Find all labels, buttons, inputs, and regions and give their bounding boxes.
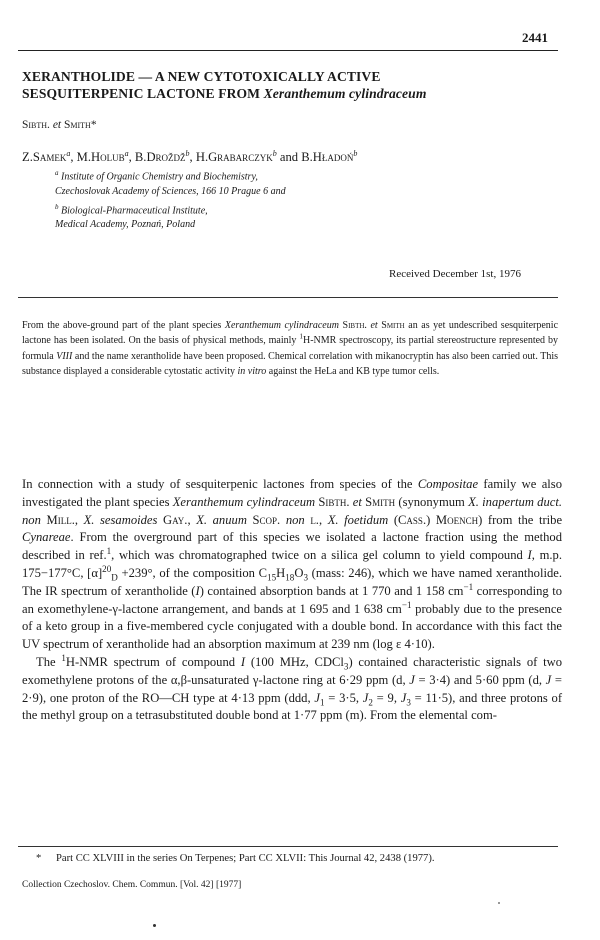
abstract <box>22 318 558 380</box>
text-segment: and the name xerantholide have been proposed. Chemical correlation with mikanocryptin has also been carried out. This substance displayed a considerable cytostatic activity <box>22 350 558 378</box>
affiliation-b-line-2: Medical Academy, Poznań, Poland <box>55 219 196 231</box>
title-species: Xeranthemum cylindraceum <box>263 86 427 101</box>
text-segment: , <box>187 512 197 527</box>
author-name: M.Holub <box>76 150 125 165</box>
footnote-mark: * <box>36 853 42 864</box>
text-segment: I <box>195 583 200 598</box>
text-segment: Cass. <box>398 512 427 527</box>
article-body <box>22 476 562 725</box>
text-segment: . From the overground part of this species we isolated a lactone fraction using the method described in ref. <box>22 530 562 563</box>
page-number: 2441 <box>522 30 548 45</box>
text-segment: = 11·5), and three protons of the methyl group on a tetrasubstituted double bond at 1·77 ppm (m). From the elemental com- <box>22 690 563 723</box>
text-segment: = 3·4) and 5·60 ppm (d, <box>414 672 546 687</box>
title-line-2 <box>22 85 562 102</box>
text-segment: family we also investigated the plant species <box>22 477 562 509</box>
text-segment: Sibth. <box>342 320 367 331</box>
author-affiliation-mark: b <box>353 149 358 158</box>
text-segment: H-NMR spectroscopy, its partial stereostructure represented by formula <box>22 335 558 362</box>
footnote-text: Part CC XLVIII in the series On Terpenes; Part CC XLVII: This Journal 42, 2438 (1977). <box>56 853 435 864</box>
text-segment: Xeranthemum cylindraceum <box>224 320 339 331</box>
text-segment: et <box>352 494 362 509</box>
text-segment: I <box>527 548 532 563</box>
text-segment: In connection with a study of sesquiterpenic lactones from species of the <box>22 477 418 491</box>
text-segment: , which was chromatographed twice on a silica gel column to yield compound <box>111 548 528 563</box>
text-segment: , <box>74 512 84 527</box>
text-segment: 3 <box>343 661 349 672</box>
header-rule <box>18 50 558 51</box>
text-segment: Moench <box>435 512 479 527</box>
text-segment: = 9, <box>372 690 401 705</box>
text-segment: X. inapertum duct. non <box>22 494 562 527</box>
affiliation-a-line-2: Czechoslovak Academy of Sciences, 166 10 Prague 6 and <box>55 185 286 197</box>
text-segment: ) contained absorption bands at 1 770 and 1 158 cm <box>199 583 464 598</box>
text-segment: ) from the tribe <box>478 512 563 527</box>
text-segment: 18 <box>285 572 295 583</box>
author-name: Z.Samek <box>22 150 67 165</box>
text-segment: 20 <box>102 563 112 574</box>
text-segment: −1 <box>401 599 412 610</box>
text-segment: 3 <box>406 697 411 708</box>
text-segment: O <box>294 565 304 580</box>
text-segment: H-NMR spectrum of compound <box>65 654 241 669</box>
text-segment: = 3·5, <box>324 690 363 705</box>
text-segment: in vitro <box>237 366 267 378</box>
text-segment: 15 <box>267 572 277 583</box>
affiliation-text: Institute of Organic Chemistry and Biochemistry, <box>61 171 258 183</box>
affiliation-a-line-1 <box>55 166 286 185</box>
authority-sibth: Sibth. <box>22 119 50 131</box>
authors-and: and <box>279 150 299 165</box>
text-segment: 1 <box>106 546 112 556</box>
text-segment: J <box>314 690 320 705</box>
text-segment: Sibth. <box>318 494 350 509</box>
text-segment: Cynareae <box>22 530 71 545</box>
text-segment: H <box>276 565 286 580</box>
author-affiliation-mark: a <box>66 149 71 158</box>
author-list: Z.Samek$^a$, M.Holub$^a$, B.Droždž$^b$, H.Grabarczyk$^b$ and B.Hładoń$^b$ <box>22 149 358 165</box>
text-segment: J <box>400 690 407 705</box>
received-date: Received December 1st, 1976 <box>389 268 521 280</box>
text-segment: Mill. <box>46 512 75 527</box>
taxon-authority <box>22 119 97 131</box>
author-affiliation-mark: b <box>272 149 277 158</box>
text-segment: , <box>318 512 328 527</box>
text-segment: an as yet undescribed sesquiterpenic lactone has been isolated. On the basis of physical methods, mainly <box>22 320 559 347</box>
text-segment: 1 <box>61 652 66 663</box>
author-name: B.Hładoń <box>301 150 354 165</box>
article-title <box>22 68 562 102</box>
text-segment: (synonymum <box>395 494 469 509</box>
text-segment: X. anuum <box>196 512 247 527</box>
text-segment: Scop. <box>252 512 281 527</box>
text-segment: 2 <box>368 697 373 708</box>
affiliations <box>55 166 286 233</box>
text-segment: J <box>545 672 552 687</box>
text-segment: Compositae <box>417 477 479 491</box>
journal-citation: Collection Czechoslov. Chem. Commun. [Vol. 42] [1977] <box>22 880 242 890</box>
text-segment: ) contained characteristic signals of two exomethylene protons of the α,β-unsaturated γ-lactone ring at 6·29 ppm (d, <box>22 654 562 687</box>
author-name: B.Droždž <box>134 150 186 165</box>
text-segment: ( <box>388 512 399 527</box>
text-segment: non <box>285 512 305 527</box>
author-affiliation-mark: a <box>124 149 129 158</box>
text-segment: , m.p. 175−177°C, [α] <box>22 548 562 580</box>
title-line-1: XERANTHOLIDE — A NEW CYTOTOXICALLY ACTIVE <box>22 69 381 84</box>
text-segment: l. <box>310 512 319 527</box>
text-segment: corresponding to an exomethylene-γ-lactone arrangement, and bands at 1 695 and 1 638 cm <box>22 583 562 616</box>
text-segment: J <box>362 690 369 705</box>
text-segment: From the above-ground part of the plant species <box>22 320 225 331</box>
text-segment: = 2·9), one proton of the RO—CH type at 4·13 ppm (ddd, <box>22 672 563 705</box>
footnote <box>36 853 435 864</box>
body-paragraph <box>22 654 562 725</box>
text-segment: I <box>240 654 246 669</box>
affiliation-mark: b <box>55 202 59 211</box>
authority-et: et <box>52 119 62 131</box>
text-segment: X. sesamoides <box>83 512 158 527</box>
text-segment: Smith <box>365 494 396 509</box>
affiliation-text: Biological-Pharmaceutical Institute, <box>61 204 208 216</box>
text-segment: 1 <box>319 697 325 708</box>
affiliation-mark: a <box>55 169 59 177</box>
text-segment: The <box>36 654 62 669</box>
author-name: H.Grabarczyk <box>195 150 273 165</box>
text-segment: against the HeLa and KB type tumor cells. <box>266 366 440 378</box>
print-speck <box>153 924 156 927</box>
text-segment: 1 <box>299 333 303 342</box>
print-speck <box>498 902 500 904</box>
text-segment: et <box>370 320 378 331</box>
text-segment: +239°, of the composition C <box>117 565 268 580</box>
text-segment: VIII <box>56 350 73 362</box>
authority-smith: Smith <box>64 119 91 131</box>
authority-footnote-mark: * <box>90 119 97 131</box>
text-segment: Xeranthemum cylindraceum <box>172 494 316 509</box>
author-affiliation-mark: b <box>185 149 190 158</box>
footnote-rule <box>18 846 558 847</box>
text-segment: Smith <box>381 320 405 331</box>
text-segment: (100 MHz, CDCl <box>245 654 344 669</box>
text-segment: 3 <box>303 572 308 583</box>
text-segment: J <box>409 672 415 687</box>
text-segment: −1 <box>463 581 474 592</box>
text-segment: X. foetidum <box>327 512 389 527</box>
text-segment: D <box>111 572 118 583</box>
text-segment: ) <box>426 512 436 527</box>
text-segment: Gay. <box>163 512 188 527</box>
text-segment: probably due to the presence of a keto group in a five-membered cycle conjugated with a double bond. In accordance with this fact the UV spectrum of xerantholide had an absorption maximum at 239 nm (log ε 4·10). <box>22 601 563 652</box>
title-line-2-text: SESQUITERPENIC LACTONE FROM <box>22 86 264 101</box>
abstract-rule <box>18 297 558 298</box>
body-paragraph <box>22 476 562 654</box>
affiliation-b-line-1 <box>55 200 286 219</box>
text-segment: (mass: 246), which we have named xerantholide. The IR spectrum of xerantholide ( <box>22 565 562 598</box>
